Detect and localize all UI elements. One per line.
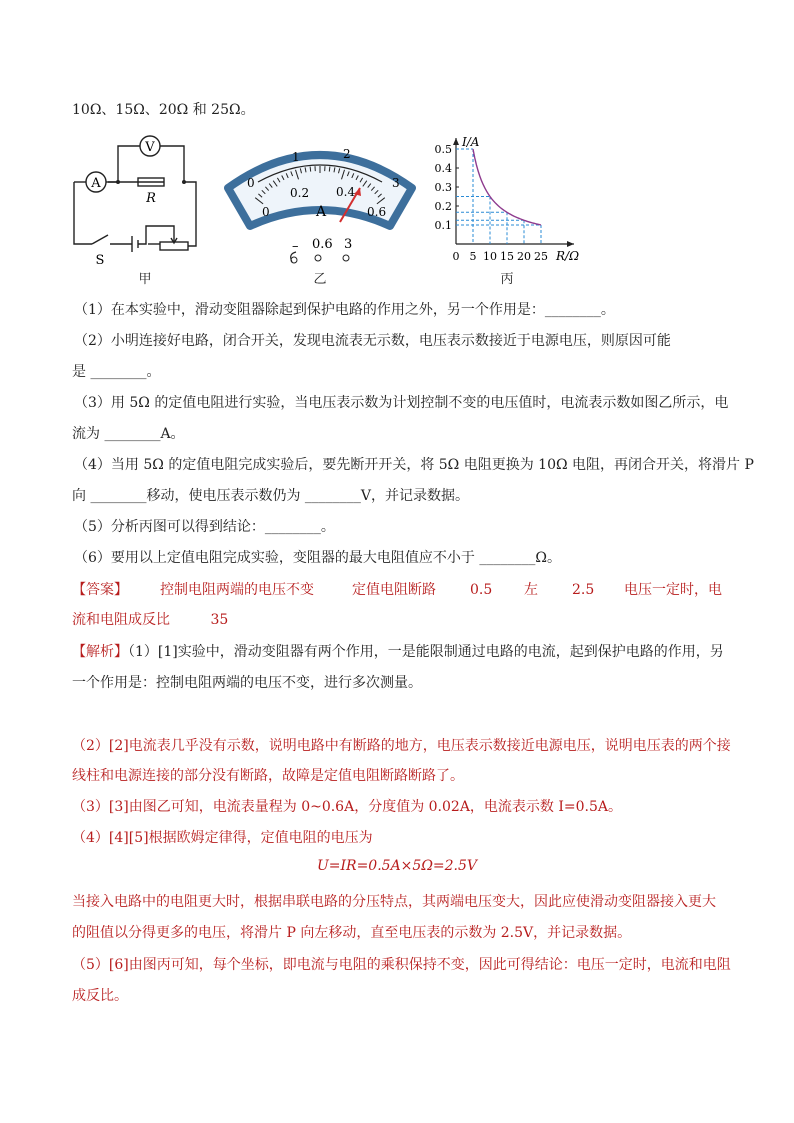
x-tick-label: 15 xyxy=(500,250,514,263)
x-axis-arrow xyxy=(567,241,574,247)
analysis-p2b: 线柱和电源连接的部分没有断路，故障是定值电阻断路断路了。 xyxy=(72,768,464,784)
answer-cont xyxy=(72,610,228,630)
x-tick-label: 5 xyxy=(469,250,477,263)
answer-6: 电压一定时，电 xyxy=(624,582,722,598)
circuit-diagram xyxy=(66,134,208,266)
voltmeter-label: V xyxy=(145,140,155,155)
caption-yi: 乙 xyxy=(313,272,327,287)
question-2-cont: 是 ________。 xyxy=(72,364,161,380)
terminal-3: 3 xyxy=(344,237,353,252)
lower-scale-3: 0.6 xyxy=(367,205,387,219)
analysis-p1 xyxy=(72,642,724,662)
analysis-p5a: 当接入电路中的电阻更大时，根据串联电路的分压特点，其两端电压变大，因此应使滑动变阻器接入更大 xyxy=(72,894,716,910)
analysis-p5b: 的阻值以分得更多的电压，将滑片 P 向左移动，直至电压表的示数为 2.5V，并记录数据。 xyxy=(72,925,632,941)
x-tick-label: 20 xyxy=(517,250,531,263)
upper-scale-1: 1 xyxy=(292,150,300,164)
analysis-p3: （3）[3]由图乙可知，电流表量程为 0~0.6A，分度值为 0.02A，电流表示数 I=0.5A。 xyxy=(72,799,623,815)
ammeter-dial xyxy=(220,130,420,278)
y-tick-label: 0.5 xyxy=(434,143,452,156)
switch-label: S xyxy=(95,253,105,266)
y-axis-arrow xyxy=(453,138,459,145)
ammeter-label: A xyxy=(91,176,101,191)
lower-scale-2: 0.4 xyxy=(336,185,356,199)
meter-unit: A xyxy=(316,204,327,220)
answer-5: 2.5 xyxy=(572,582,595,598)
terminal-minus: – xyxy=(292,239,299,254)
x-tick-label: 10 xyxy=(483,250,497,263)
lower-scale-0: 0 xyxy=(262,205,270,219)
y-tick-label: 0.3 xyxy=(434,181,452,194)
caption-jia: 甲 xyxy=(138,272,152,287)
upper-scale-0: 0 xyxy=(247,176,255,190)
i-r-graph xyxy=(432,132,592,266)
dial-tick xyxy=(329,167,330,172)
answer-label: 【答案】 xyxy=(72,582,128,598)
ohm-equation: U=IR=0.5A×5Ω=2.5V xyxy=(316,858,478,874)
question-4: （4）当用 5Ω 的定值电阻完成实验后，要先断开开关，将 5Ω 电阻更换为 10Ω 电阻，再闭合开关，将滑片 P xyxy=(74,457,754,473)
question-5: （5）分析丙图可以得到结论：________。 xyxy=(74,519,335,535)
caption-bing: 丙 xyxy=(500,272,514,287)
y-axis-label: I/A xyxy=(462,135,480,149)
analysis-p1b: 一个作用是：控制电阻两端的电压不变，进行多次测量。 xyxy=(72,675,422,691)
resistor-label: R xyxy=(146,191,156,206)
intro-text: 10Ω、15Ω、20Ω 和 25Ω。 xyxy=(72,102,255,118)
answer-3: 0.5 xyxy=(470,582,493,598)
x-tick-label: 25 xyxy=(534,250,548,263)
question-4-cont: 向 ________移动，使电压表示数仍为 ________V，并记录数据。 xyxy=(72,488,470,504)
y-tick-label: 0.2 xyxy=(434,200,452,213)
analysis-p4: （4）[4][5]根据欧姆定律得，定值电阻的电压为 xyxy=(72,830,373,846)
lower-scale-1: 0.2 xyxy=(290,186,310,200)
y-tick-label: 0.4 xyxy=(434,162,452,175)
x-tick-label: 0 xyxy=(452,250,460,263)
answer-4: 左 xyxy=(524,582,538,598)
analysis-p2a: （2）[2]电流表几乎没有示数，说明电路中有断路的地方，电压表示数接近电源电压，说明电压表的两个接 xyxy=(72,738,731,754)
x-axis-label: R/Ω xyxy=(556,249,580,263)
upper-scale-2: 2 xyxy=(343,147,351,161)
answer-1: 控制电阻两端的电压不变 xyxy=(160,582,314,598)
y-tick-label: 0.1 xyxy=(434,219,452,232)
question-3: （3）用 5Ω 的定值电阻进行实验，当电压表示数为计划控制不变的电压值时，电流表示数如图乙所示，电 xyxy=(74,395,729,411)
analysis-p6a: （5）[6]由图丙可知，每个坐标，即电流与电阻的乘积保持不变，因此可得结论：电压一定时，电流和电阻 xyxy=(72,957,731,973)
terminal-0-6: 0.6 xyxy=(312,237,333,252)
answer-7: 35 xyxy=(210,612,229,628)
answer-6-cont: 流和电阻成反比 xyxy=(72,612,170,628)
analysis-p1a: （1）[1]实验中，滑动变阻器有两个作用，一是能限制通过电路的电流，起到保护电路的作用，另 xyxy=(128,644,724,660)
dial-tick xyxy=(310,167,311,172)
question-2: （2）小明连接好电路，闭合开关，发现电流表无示数，电压表示数接近于电源电压，则原因可能 xyxy=(74,333,671,349)
upper-scale-3: 3 xyxy=(392,176,400,190)
question-6: （6）要用以上定值电阻完成实验，变阻器的最大电阻值应不小于 ________Ω。 xyxy=(74,550,561,566)
analysis-p6b: 成反比。 xyxy=(72,988,128,1004)
answer-2: 定值电阻断路 xyxy=(352,582,436,598)
analysis-label: 【解析】 xyxy=(72,644,128,660)
question-3-cont: 流为 ________A。 xyxy=(72,426,185,442)
answer-line xyxy=(72,580,722,600)
question-1: （1）在本实验中，滑动变阻器除起到保护电路的作用之外，另一个作用是：________。 xyxy=(74,302,615,318)
